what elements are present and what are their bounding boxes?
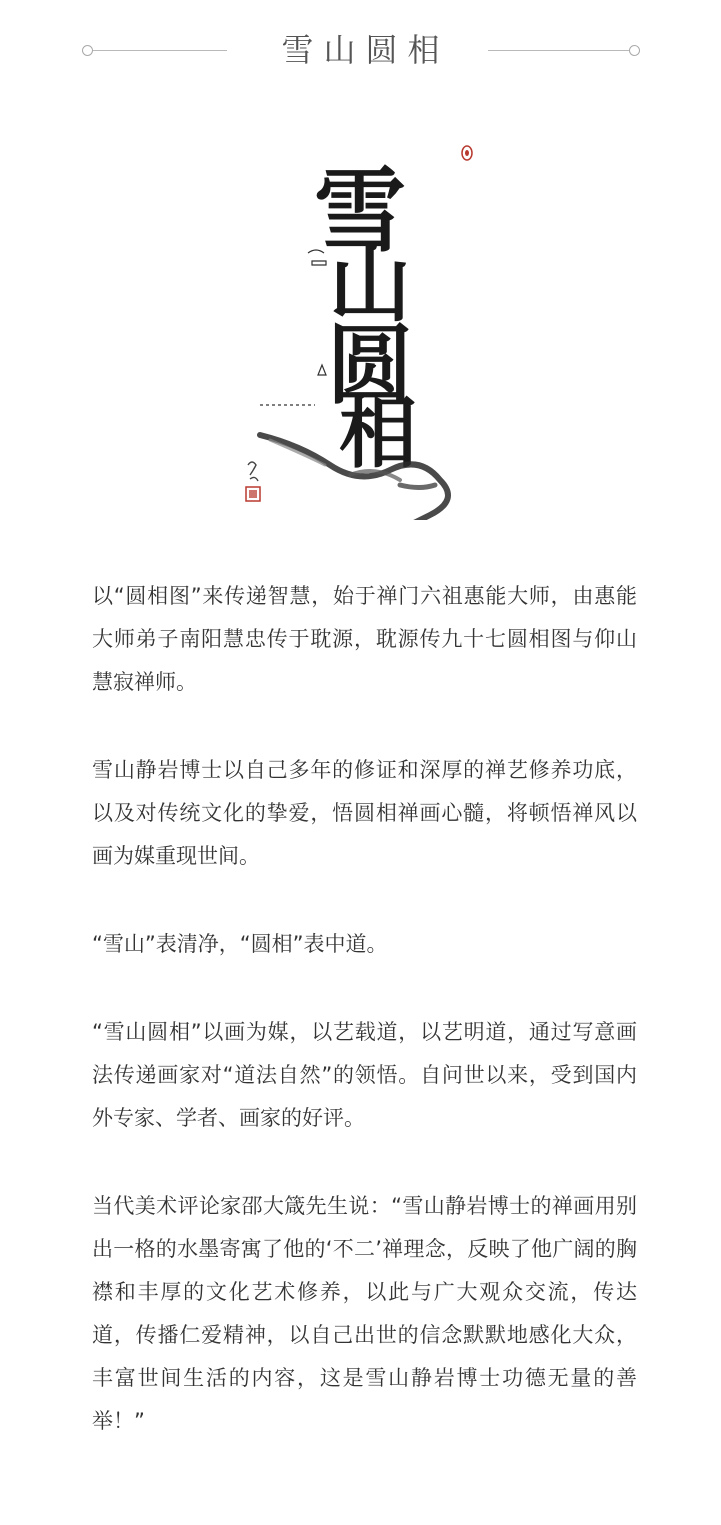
- article-body: [92, 575, 637, 1488]
- header-right-rule: [488, 50, 630, 51]
- calligraphy-characters: [314, 157, 417, 479]
- calligraphy-char: 圆: [327, 315, 413, 416]
- section-title: 雪山圆相: [281, 31, 450, 69]
- calligraphy-image: [230, 135, 490, 520]
- calligraphy-char: 山: [328, 237, 412, 333]
- calligraphy-artwork: [230, 135, 490, 520]
- paragraph-reception: “雪山圆相”以画为媒，以艺载道，以艺明道，通过写意画法传递画家对“道法自然”的领悟。自问世以来，受到国内外专家、学者、画家的好评。: [92, 1020, 637, 1130]
- paragraph-critic-quote: 当代美术评论家邵大箴先生说：“雪山静岩博士的禅画用别出一格的水墨寄寓了他的‘不二’禅理念，反映了他广阔的胸襟和丰厚的文化艺术修养，以此与广大观众交流，传达道，传播仁爱精神，以自己出世的信念默默地感化大众，丰富世间生活的内容，这是雪山静岩博士功德无量的善举！”: [92, 1194, 637, 1433]
- header-right-ornament-dot: [629, 45, 640, 56]
- section-header: [0, 0, 721, 100]
- small-figure-ornaments: [260, 250, 326, 405]
- paragraph-origin: 以“圆相图”来传递智慧，始于禅门六祖惠能大师，由惠能大师弟子南阳慧忠传于耽源，耽源传九十七圆相图与仰山慧寂禅师。: [92, 584, 637, 694]
- top-seal: [462, 146, 472, 160]
- signature-seal: [246, 462, 260, 501]
- calligraphy-char: 相: [338, 388, 418, 479]
- calligraphy-char: 雪: [313, 157, 407, 265]
- paragraph-meaning: “雪山”表清净，“圆相”表中道。: [92, 932, 388, 956]
- paragraph-artist: 雪山静岩博士以自己多年的修证和深厚的禅艺修养功底，以及对传统文化的挚爱，悟圆相禅画心髓，将顿悟禅风以画为媒重现世间。: [92, 758, 637, 868]
